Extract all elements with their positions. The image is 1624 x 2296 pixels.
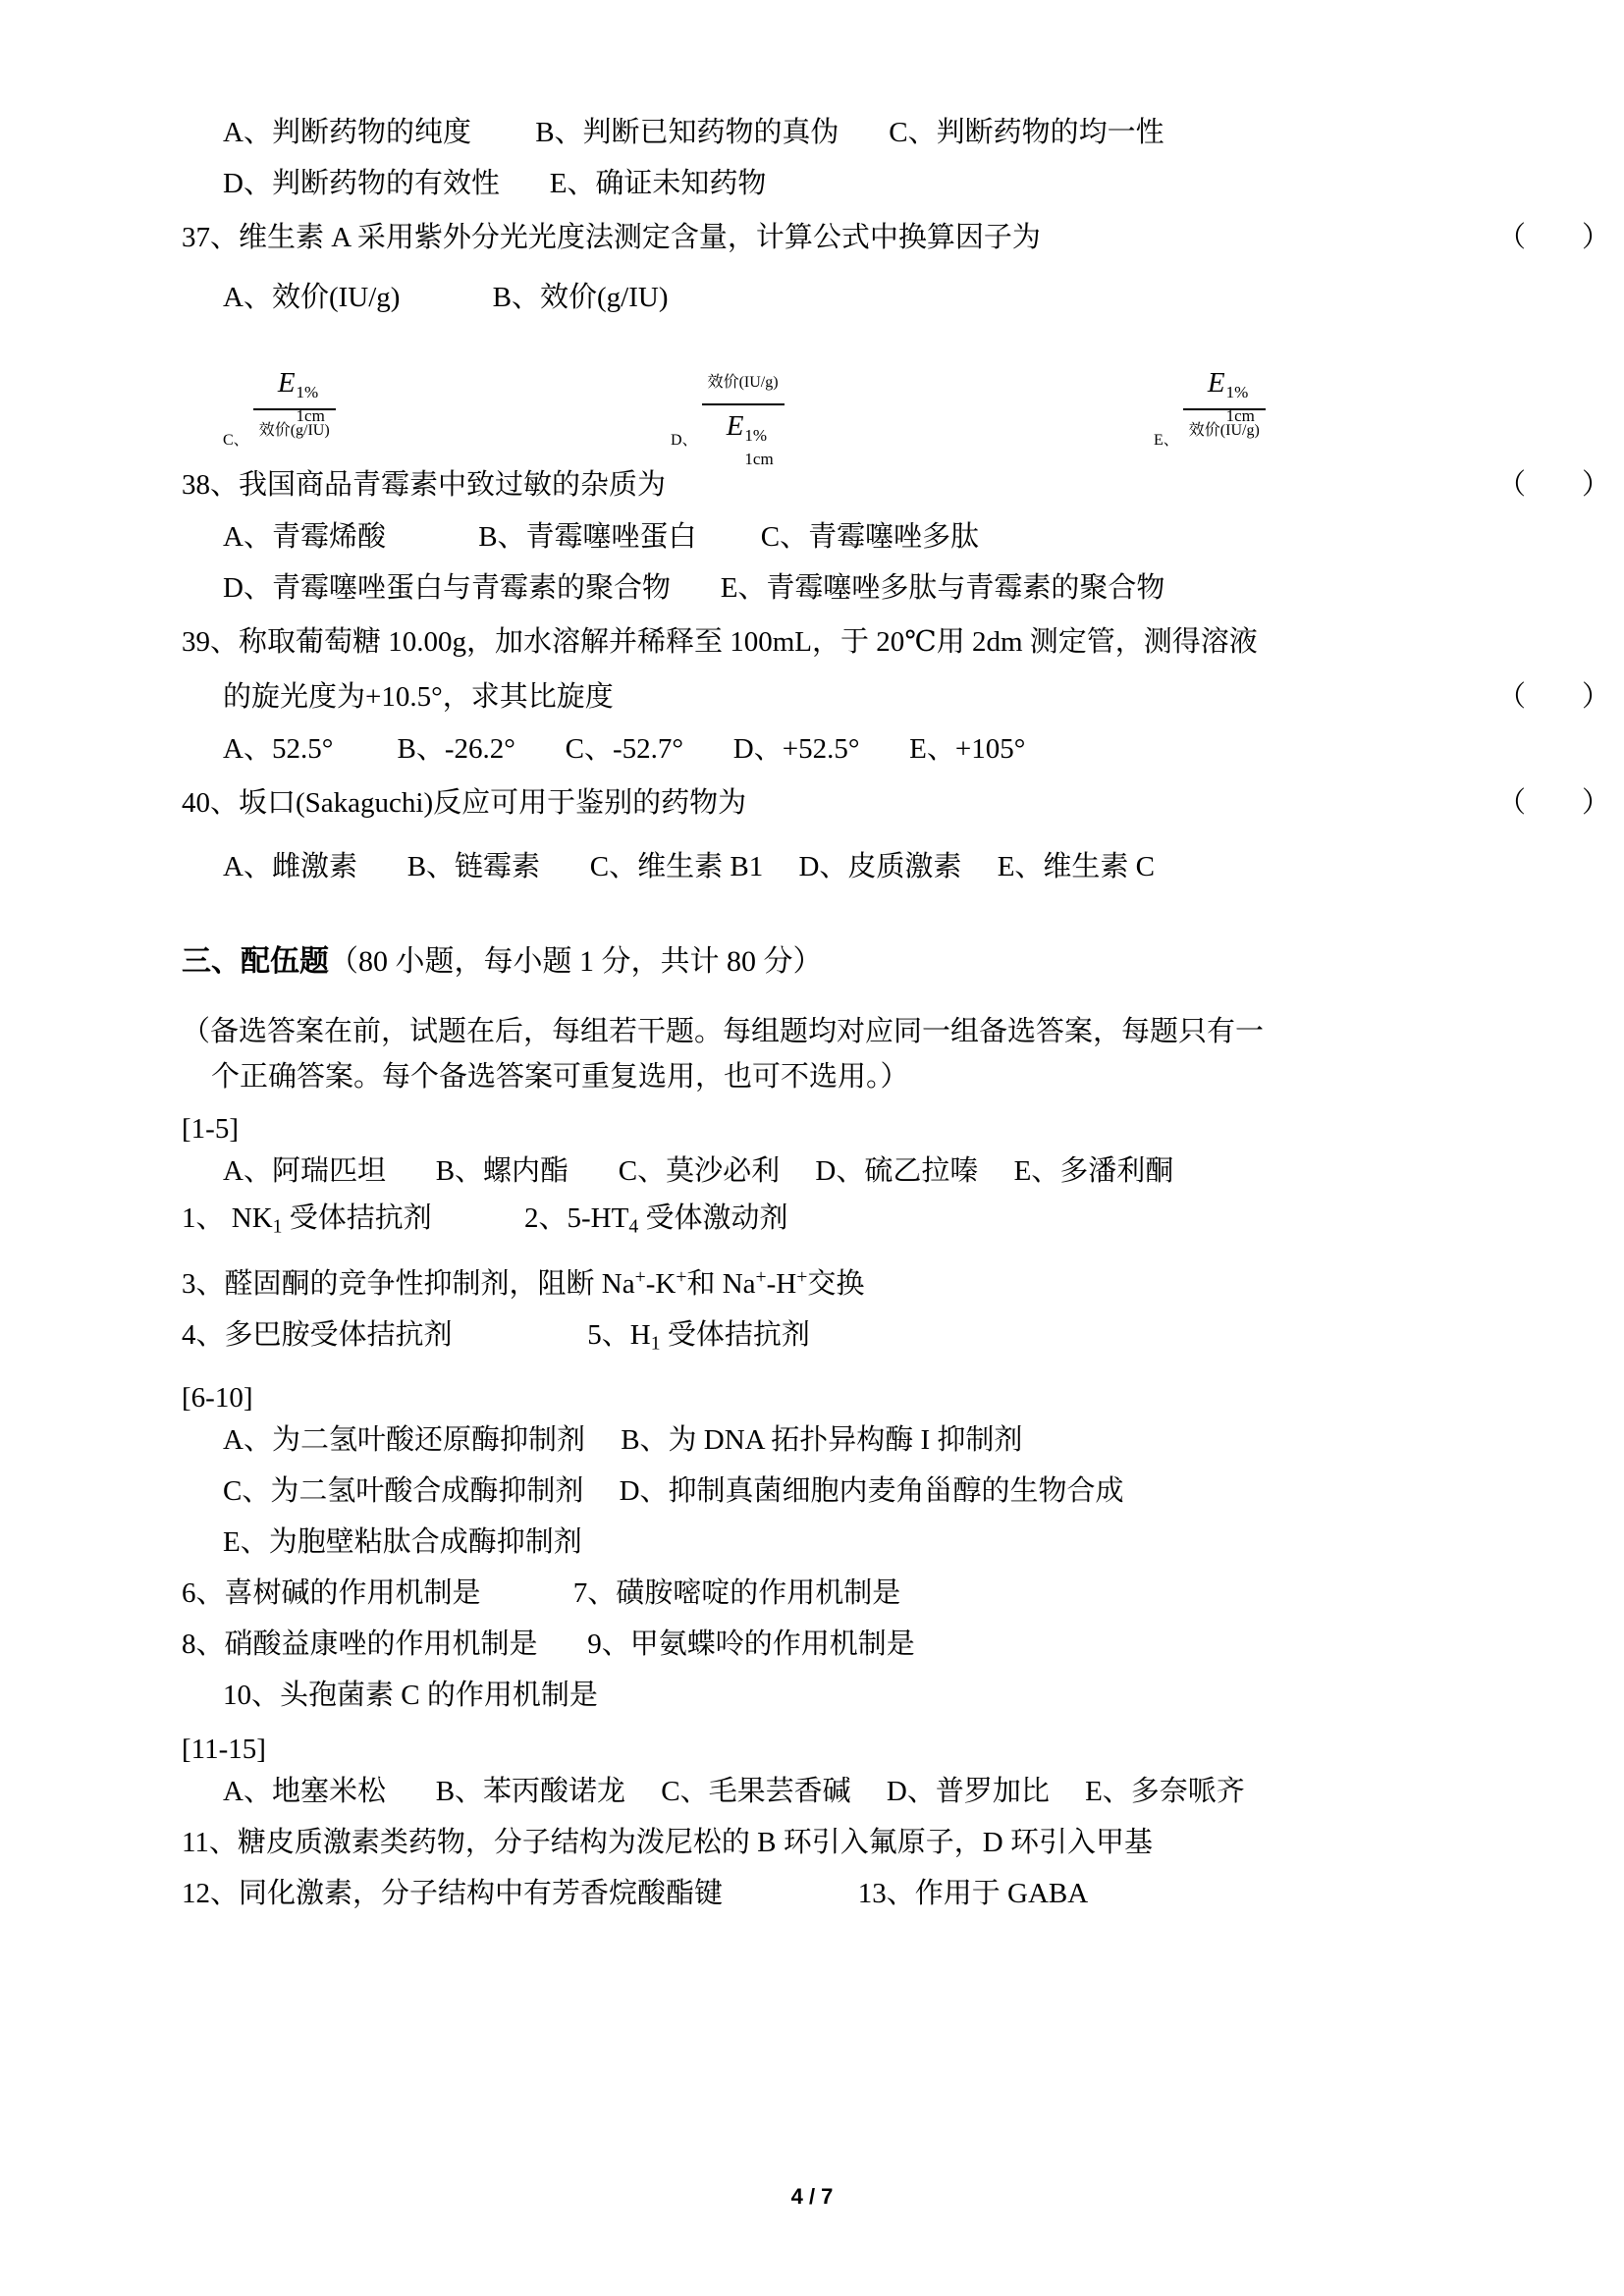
group-11-15-range: [11-15] (182, 1733, 266, 1765)
q40-option-e: E、维生素 C (997, 851, 1155, 882)
g1-option-c: C、莫沙必利 (618, 1155, 781, 1187)
question-37-stem (182, 218, 1624, 257)
q40-option-d: D、皮质激素 (798, 851, 962, 882)
item-1-sub: 1 (272, 1215, 283, 1238)
q39-option-e: E、+105° (909, 733, 1026, 765)
list-item-5 (587, 1319, 810, 1355)
q38-option-d: D、青霉噻唑蛋白与青霉素的聚合物 (223, 572, 671, 604)
item-3-pre: 3、醛固酮的竞争性抑制剂，阻断 Na (182, 1268, 635, 1301)
q37-option-d (671, 364, 788, 468)
group-6-10-options-row-3 (182, 1525, 1472, 1559)
section-3-heading (182, 936, 1472, 980)
group-6-10-options-row-1 (182, 1423, 1472, 1457)
q39-answer-blank: （ ） (1496, 681, 1624, 713)
q37-option-b: B、效价(g/IU) (492, 282, 669, 313)
q38-option-e: E、青霉噻唑多肽与青霉素的聚合物 (720, 572, 1165, 604)
q37-option-d-numerator: 效价(IU/g) (707, 374, 779, 391)
e1cm-sup-d: 1% (744, 426, 768, 445)
q40-answer-blank: （ ） (1496, 787, 1624, 819)
g1-option-b: B、螺内酯 (435, 1155, 569, 1187)
list-item-7: 7、磺胺嘧啶的作用机制是 (572, 1576, 901, 1609)
q37-option-e-label: E、 (1154, 432, 1179, 449)
question-37-options-ab (182, 281, 1472, 314)
list-item-1 (182, 1202, 432, 1238)
q37-option-d-label: D、 (671, 432, 698, 449)
page-number: 4 / 7 (790, 2184, 834, 2209)
list-item-9: 9、甲氨蝶呤的作用机制是 (587, 1628, 915, 1660)
q37-option-a: A、效价(IU/g) (223, 282, 401, 313)
g2-option-e: E、为胞壁粘肽合成酶抑制剂 (223, 1525, 582, 1558)
question-39-stem-line-1 (182, 622, 1472, 662)
g2-option-d: D、抑制真菌细胞内麦角甾醇的生物合成 (619, 1474, 1124, 1507)
q40-option-b: B、链霉素 (406, 851, 541, 882)
group-6-10-range: [6-10] (182, 1381, 253, 1414)
q36-option-b: B、判断已知药物的真伪 (535, 117, 839, 148)
g2-option-a: A、为二氢叶酸还原酶抑制剂 (223, 1423, 585, 1456)
g1-option-e: E、多潘利酮 (1013, 1155, 1174, 1187)
section-3-instructions (182, 1009, 1472, 1099)
group-1-5-range: [1-5] (182, 1113, 239, 1145)
question-40-stem (182, 783, 1624, 823)
group-1-5-items-row-2 (182, 1261, 1472, 1302)
item-1-post: 受体拮抗剂 (282, 1202, 432, 1234)
group-1-5-items-row-3 (182, 1318, 1472, 1361)
item-3-mid-3: -H (766, 1268, 797, 1301)
group-11-15-options (182, 1775, 1472, 1808)
group-1-5-items-row-1 (182, 1201, 1472, 1244)
e1cm-sup-e: 1% (1225, 383, 1249, 401)
question-36-options-row-1 (182, 116, 1472, 149)
group-6-10-options-row-2 (182, 1474, 1472, 1508)
list-item-11: 11、糖皮质激素类药物，分子结构为泼尼松的 B 环引入氟原子，D 环引入甲基 (182, 1826, 1153, 1858)
item-1-pre: 1、 NK (182, 1202, 273, 1234)
q39-option-d: D、+52.5° (732, 733, 860, 765)
q39-stem-text-2: 的旋光度为+10.5°，求其比旋度 (223, 681, 614, 713)
q37-option-e-fraction (1179, 364, 1270, 450)
item-2-sub: 4 (628, 1215, 639, 1238)
q38-option-c: C、青霉噻唑多肽 (760, 521, 980, 553)
e1cm-sub-c: 1cm (296, 406, 325, 425)
list-item-3 (182, 1268, 864, 1300)
list-item-4: 4、多巴胺受体拮抗剂 (182, 1319, 453, 1352)
g3-option-e: E、多奈哌齐 (1085, 1775, 1245, 1807)
item-3-sup-2: + (676, 1266, 687, 1289)
q37-stem-text: 37、维生素 A 采用紫外分光光度法测定含量，计算公式中换算因子为 (182, 222, 1041, 253)
g3-option-a: A、地塞米松 (223, 1775, 386, 1807)
item-3-sup-3: + (755, 1266, 767, 1289)
question-39-options (182, 732, 1472, 766)
q37-option-d-denominator: E 1% 1cm (702, 403, 785, 450)
item-5-pre: 5、H (587, 1319, 651, 1352)
item-5-post: 受体拮抗剂 (660, 1319, 810, 1352)
e1cm-sub-d: 1cm (744, 450, 774, 468)
question-36-options-row-2 (182, 167, 1472, 200)
q36-option-e: E、确证未知药物 (549, 168, 767, 199)
list-item-8: 8、硝酸益康唑的作用机制是 (182, 1628, 538, 1660)
q39-option-c: C、-52.7° (565, 733, 684, 765)
e1cm-sup-c: 1% (296, 383, 319, 401)
g1-option-a: A、阿瑞匹坦 (223, 1155, 386, 1187)
question-40-options (182, 850, 1472, 883)
item-3-post: 交换 (807, 1268, 865, 1301)
q37-option-c-numerator: E 1% 1cm (253, 364, 336, 408)
group-6-10-items-row-1 (182, 1576, 1472, 1610)
question-39-stem-line-2 (182, 677, 1624, 717)
list-item-12: 12、同化激素，分子结构中有芳香烷酸酯键 (182, 1877, 724, 1909)
item-3-mid-2: 和 Na (686, 1268, 756, 1301)
q38-option-a: A、青霉烯酸 (223, 521, 386, 553)
section-3-subtitle: （80 小题，每小题 1 分，共计 80 分） (329, 945, 823, 978)
q38-answer-blank: （ ） (1496, 469, 1624, 501)
group-11-15-items-row-2 (182, 1877, 1472, 1910)
instructions-line-2: 个正确答案。每个备选答案可重复选用，也可不选用。） (211, 1061, 909, 1093)
item-3-sup-1: + (634, 1266, 646, 1289)
e1cm-sub-e: 1cm (1225, 406, 1255, 425)
question-37-options-cde (182, 340, 1472, 468)
q37-option-c-denominator: 效价(g/IU) (253, 408, 336, 450)
g1-option-d: D、硫乙拉嗪 (815, 1155, 979, 1187)
q36-option-c: C、判断药物的均一性 (889, 117, 1164, 148)
item-3-sup-4: + (796, 1266, 808, 1289)
q38-option-b: B、青霉噻唑蛋白 (478, 521, 697, 553)
q36-option-d: D、判断药物的有效性 (223, 168, 500, 199)
q37-option-d-fraction (698, 364, 788, 468)
q40-option-c: C、维生素 B1 (589, 851, 764, 882)
group-6-10-items-row-2 (182, 1628, 1472, 1661)
list-item-6: 6、喜树碱的作用机制是 (182, 1576, 481, 1609)
g3-option-c: C、毛果芸香碱 (661, 1775, 851, 1807)
group-11-15-items-row-1 (182, 1826, 1472, 1859)
g2-option-c: C、为二氢叶酸合成酶抑制剂 (223, 1474, 584, 1507)
q40-stem-text: 40、坂口(Sakaguchi)反应可用于鉴别的药物为 (182, 787, 747, 819)
g3-option-b: B、苯丙酸诺龙 (435, 1775, 626, 1807)
q37-option-c (223, 364, 340, 450)
question-38-options-row-1 (182, 520, 1472, 554)
group-1-5-options (182, 1154, 1472, 1188)
g2-option-b: B、为 DNA 拓扑异构酶 I 抑制剂 (621, 1423, 1023, 1456)
q37-option-c-label: C、 (223, 432, 249, 449)
list-item-2 (524, 1202, 788, 1238)
q38-stem-text: 38、我国商品青霉素中致过敏的杂质为 (182, 469, 667, 501)
q37-option-e-numerator: E 1% 1cm (1183, 364, 1266, 408)
g3-option-d: D、普罗加比 (886, 1775, 1050, 1807)
group-6-10-items-row-3 (182, 1679, 1472, 1712)
question-38-options-row-2 (182, 571, 1472, 605)
instructions-line-1: （备选答案在前，试题在后，每组若干题。每组题均对应同一组备选答案，每题只有一 (182, 1016, 1265, 1047)
q39-option-a: A、52.5° (223, 733, 334, 765)
q37-option-e (1154, 364, 1270, 450)
item-2-post: 受体激动剂 (638, 1202, 788, 1234)
q37-answer-blank: （ ） (1496, 222, 1624, 253)
list-item-13: 13、作用于 GABA (857, 1877, 1089, 1909)
item-3-mid-1: -K (645, 1268, 677, 1301)
q37-option-e-denominator: 效价(IU/g) (1183, 408, 1266, 450)
item-2-pre: 2、5-HT (524, 1202, 629, 1234)
q39-stem-text-1: 39、称取葡萄糖 10.00g，加水溶解并稀释至 100mL，于 20℃用 2dm 测定管，测得溶液 (182, 626, 1258, 658)
q37-option-c-fraction (249, 364, 340, 450)
section-3-title: 三、配伍题 (182, 945, 329, 978)
q39-option-b: B、-26.2° (397, 733, 515, 765)
question-38-stem (182, 465, 1624, 505)
item-5-sub: 1 (650, 1332, 661, 1355)
q40-option-a: A、雌激素 (223, 851, 357, 882)
q36-option-a: A、判断药物的纯度 (223, 117, 471, 148)
list-item-10: 10、头孢菌素 C 的作用机制是 (223, 1679, 598, 1711)
